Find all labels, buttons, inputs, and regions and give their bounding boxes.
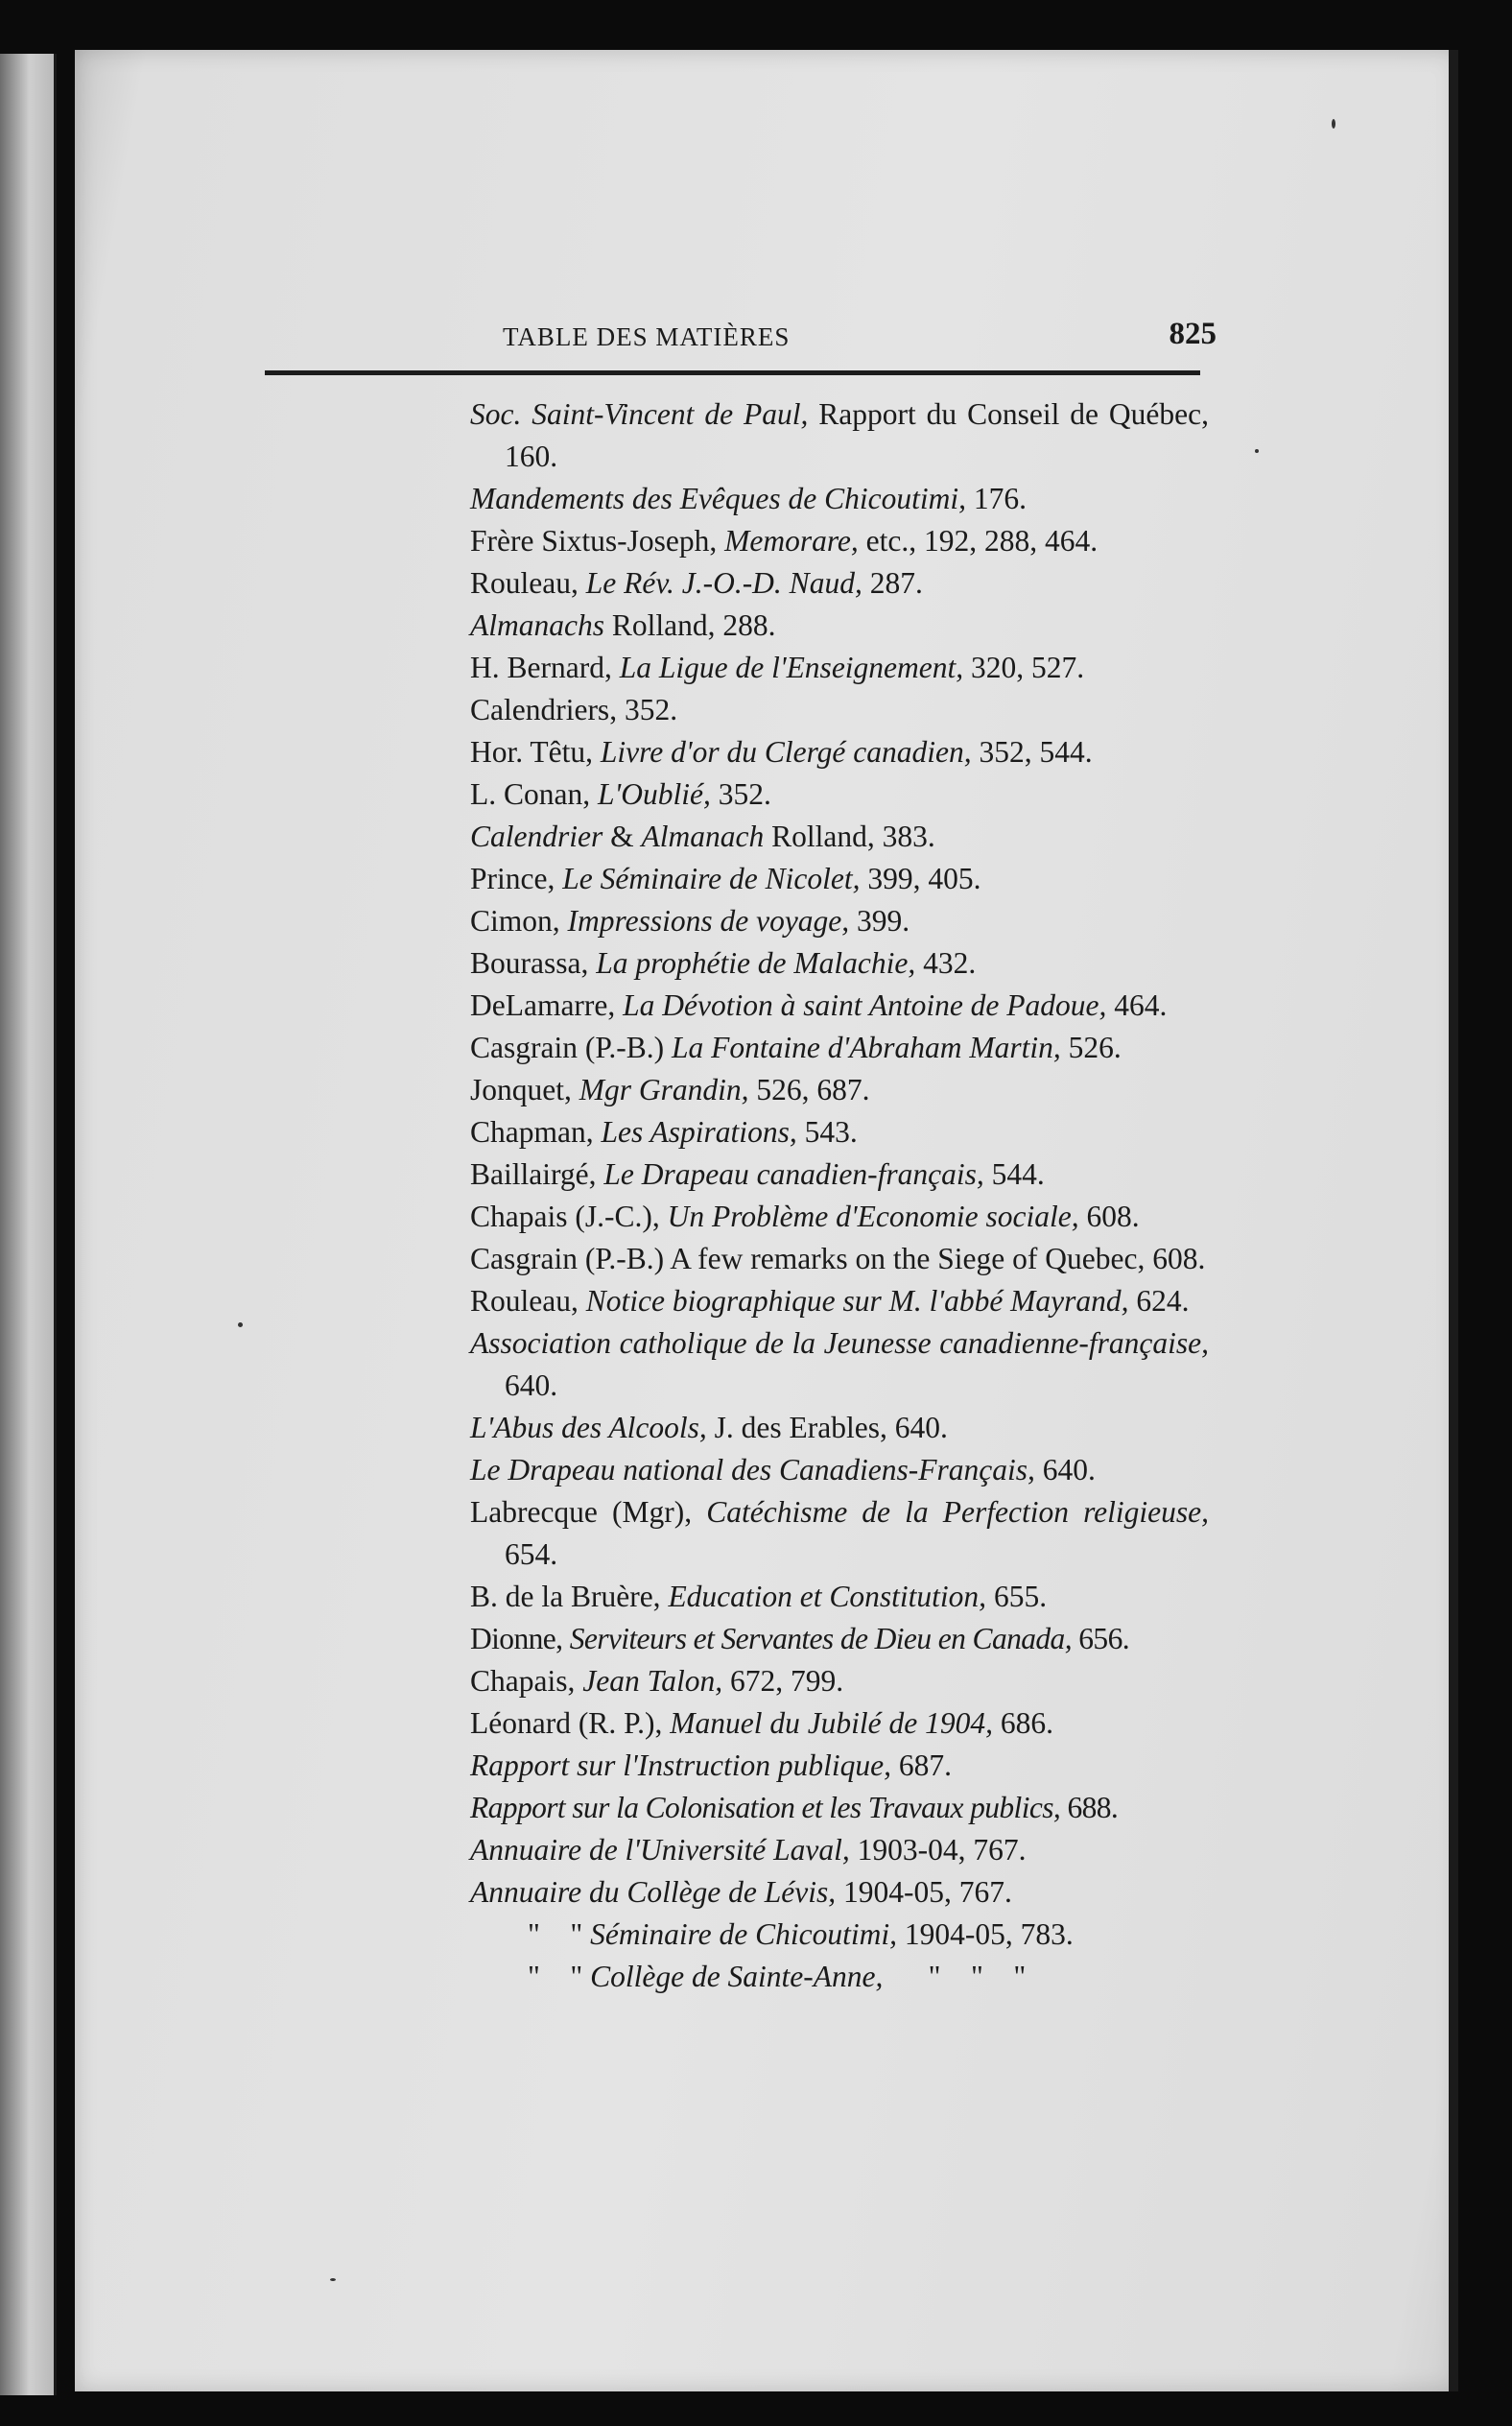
toc-entry: DeLamarre, La Dévotion à saint Antoine de Padoue, 464. (470, 988, 1168, 1022)
toc-entry: Casgrain (P.-B.) A few remarks on the Siege of Quebec, 608. (470, 1242, 1206, 1275)
toc-entry: " " Séminaire de Chicoutimi, 1904-05, 783. (528, 1917, 1074, 1951)
toc-entry: Calendrier & Almanach Rolland, 383. (470, 820, 935, 853)
paper-speck (330, 2278, 336, 2281)
page-edge-shadow (1449, 50, 1458, 2391)
toc-entry: Hor. Têtu, Livre d'or du Clergé canadien, 352, 544. (470, 735, 1093, 769)
running-header (190, 271, 1217, 351)
toc-entry: H. Bernard, La Ligue de l'Enseignement, 320, 527. (470, 651, 1085, 684)
toc-entry: B. de la Bruère, Education et Constitution, 655. (470, 1580, 1048, 1613)
toc-entry: Léonard (R. P.), Manuel du Jubilé de 1904, 686. (470, 1706, 1054, 1740)
toc-entry: Jonquet, Mgr Grandin, 526, 687. (470, 1073, 870, 1106)
toc-entry: Calendriers, 352. (470, 693, 678, 726)
toc-entry: L'Abus des Alcools, J. des Erables, 640. (470, 1411, 948, 1444)
toc-entry: Chapman, Les Aspirations, 543. (470, 1115, 858, 1149)
toc-entry: Le Drapeau national des Canadiens-Français, 640. (470, 1453, 1096, 1487)
paper-speck (1332, 119, 1335, 129)
toc-entry: Annuaire de l'Université Laval, 1903-04, 767. (470, 1833, 1027, 1867)
toc-entry: Association catholique de la Jeunesse canadienne-française, 640. (470, 1326, 1209, 1402)
toc-entry: Labrecque (Mgr), Catéchisme de la Perfection religieuse, 654. (470, 1495, 1209, 1571)
table-of-contents-list (470, 393, 1209, 1998)
toc-entry: Chapais, Jean Talon, 672, 799. (470, 1664, 844, 1698)
page-number: 825 (1169, 317, 1217, 351)
toc-entry: Frère Sixtus-Joseph, Memorare, etc., 192, 288, 464. (470, 524, 1099, 558)
toc-entry: Annuaire du Collège de Lévis, 1904-05, 767. (470, 1875, 1012, 1909)
toc-entry: Soc. Saint-Vincent de Paul, Rapport du Conseil de Québec, 160. (470, 397, 1209, 473)
toc-entry: Casgrain (P.-B.) La Fontaine d'Abraham Martin, 526. (470, 1031, 1122, 1064)
toc-entry: Bourassa, La prophétie de Malachie, 432. (470, 946, 977, 980)
toc-entry: L. Conan, L'Oublié, 352. (470, 777, 771, 811)
toc-entry: Cimon, Impressions de voyage, 399. (470, 904, 910, 938)
toc-entry: Prince, Le Séminaire de Nicolet, 399, 405. (470, 862, 981, 895)
toc-entry: Chapais (J.-C.), Un Problème d'Economie sociale, 608. (470, 1200, 1140, 1233)
paper-speck (238, 1322, 243, 1327)
toc-entry: Rapport sur la Colonisation et les Travaux publics, 688. (470, 1791, 1119, 1824)
toc-entry: Mandements des Evêques de Chicoutimi, 176. (470, 482, 1027, 515)
toc-entry: Rapport sur l'Instruction publique, 687. (470, 1748, 952, 1782)
toc-entry: Baillairgé, Le Drapeau canadien-français, 544. (470, 1157, 1045, 1191)
header-rule (265, 370, 1200, 375)
toc-entry: Almanachs Rolland, 288. (470, 608, 776, 642)
toc-entry: Rouleau, Le Rév. J.-O.-D. Naud, 287. (470, 566, 923, 600)
toc-entry: " " Collège de Sainte-Anne, " " " (528, 1960, 1027, 1993)
toc-entry: Dionne, Serviteurs et Servantes de Dieu en Canada, 656. (470, 1622, 1130, 1655)
toc-entry: Rouleau, Notice biographique sur M. l'abbé Mayrand, 624. (470, 1284, 1190, 1318)
header-title: TABLE DES MATIÈRES (503, 322, 791, 351)
paper-speck (1255, 449, 1259, 453)
adjacent-page-edge (0, 54, 57, 2395)
